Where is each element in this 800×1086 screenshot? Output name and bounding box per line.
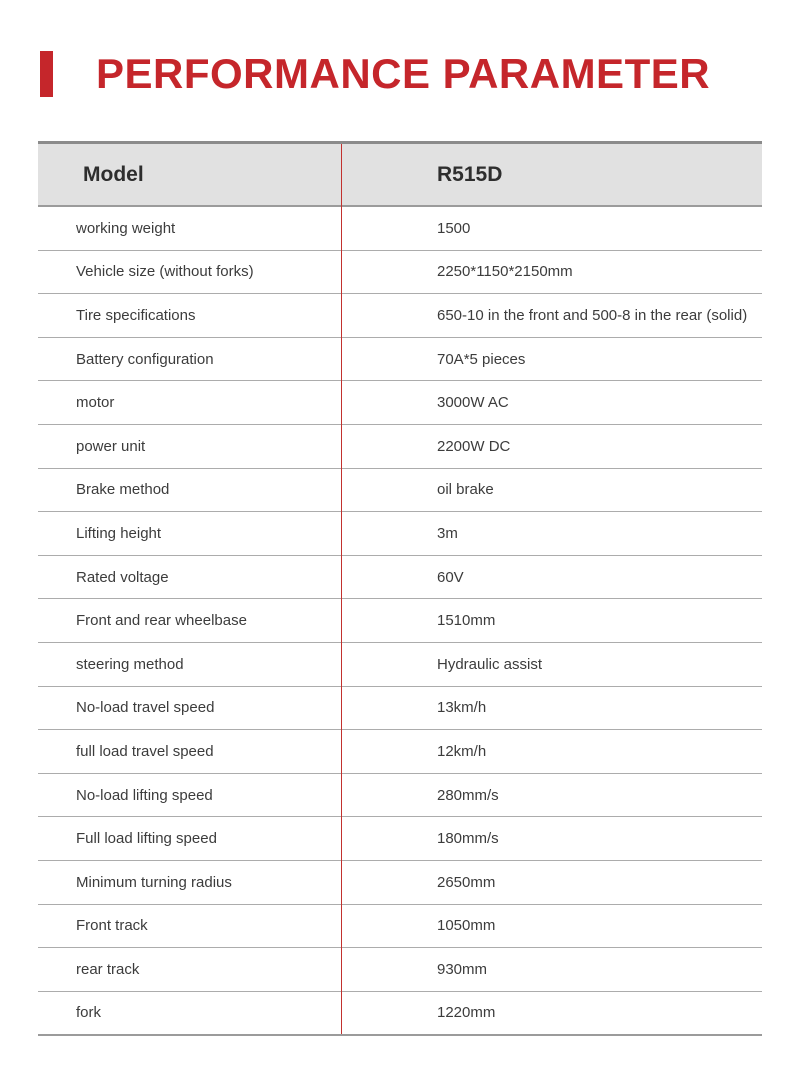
table-row xyxy=(38,469,762,513)
table-row xyxy=(38,556,762,600)
param-value: 180mm/s xyxy=(437,830,499,848)
header-model-value: R515D xyxy=(437,162,503,186)
table-row xyxy=(38,774,762,818)
param-label: Tire specifications xyxy=(76,306,196,324)
page-title: PERFORMANCE PARAMETER xyxy=(96,50,711,97)
title-accent-bar xyxy=(40,51,53,97)
param-value: 280mm/s xyxy=(437,786,499,804)
param-label: No-load travel speed xyxy=(76,699,215,717)
table-header-row xyxy=(38,144,762,207)
param-label: rear track xyxy=(76,960,140,978)
performance-parameter-table xyxy=(38,141,762,1036)
param-value: 1220mm xyxy=(437,1004,496,1022)
param-label: Front track xyxy=(76,917,148,935)
param-value: 3m xyxy=(437,524,458,542)
table-row xyxy=(38,643,762,687)
param-label: steering method xyxy=(76,655,184,673)
table-row xyxy=(38,817,762,861)
param-value: 930mm xyxy=(437,960,488,978)
param-label: Full load lifting speed xyxy=(76,830,217,848)
table-row xyxy=(38,599,762,643)
table-row xyxy=(38,207,762,251)
param-label: Battery configuration xyxy=(76,350,214,368)
param-label: No-load lifting speed xyxy=(76,786,213,804)
table-row xyxy=(38,948,762,992)
table-row xyxy=(38,730,762,774)
param-label: full load travel speed xyxy=(76,742,214,760)
table-row xyxy=(38,905,762,949)
param-value: 60V xyxy=(437,568,464,586)
param-label: fork xyxy=(76,1004,102,1022)
param-value: 1050mm xyxy=(437,917,496,935)
param-value: 12km/h xyxy=(437,742,487,760)
param-value: 3000W AC xyxy=(437,394,509,412)
param-label: motor xyxy=(76,394,115,412)
table-row xyxy=(38,338,762,382)
param-value: 2250*1150*2150mm xyxy=(437,263,573,281)
table-row xyxy=(38,687,762,731)
table-row xyxy=(38,512,762,556)
param-value: 2650mm xyxy=(437,873,496,891)
param-value: 650-10 in the front and 500-8 in the rear (solid) xyxy=(437,306,748,324)
header-model-label: Model xyxy=(83,162,144,186)
param-label: Minimum turning radius xyxy=(76,873,232,891)
param-value: 2200W DC xyxy=(437,437,511,455)
column-divider-line xyxy=(341,144,342,1034)
param-label: Brake method xyxy=(76,481,170,499)
param-value: Hydraulic assist xyxy=(437,655,543,673)
param-label: working weight xyxy=(76,219,176,237)
table-row xyxy=(38,425,762,469)
table-row xyxy=(38,861,762,905)
param-label: Rated voltage xyxy=(76,568,169,586)
param-value: 1500 xyxy=(437,219,471,237)
table-row xyxy=(38,294,762,338)
param-label: Front and rear wheelbase xyxy=(76,612,247,630)
param-label: Lifting height xyxy=(76,524,162,542)
param-label: power unit xyxy=(76,437,146,455)
param-label: Vehicle size (without forks) xyxy=(76,263,254,281)
table-row xyxy=(38,992,762,1035)
param-value: 13km/h xyxy=(437,699,487,717)
title-section xyxy=(0,44,800,104)
table-row xyxy=(38,381,762,425)
param-value: 1510mm xyxy=(437,612,496,630)
param-value: oil brake xyxy=(437,481,494,499)
table-row xyxy=(38,251,762,295)
param-value: 70A*5 pieces xyxy=(437,350,526,368)
